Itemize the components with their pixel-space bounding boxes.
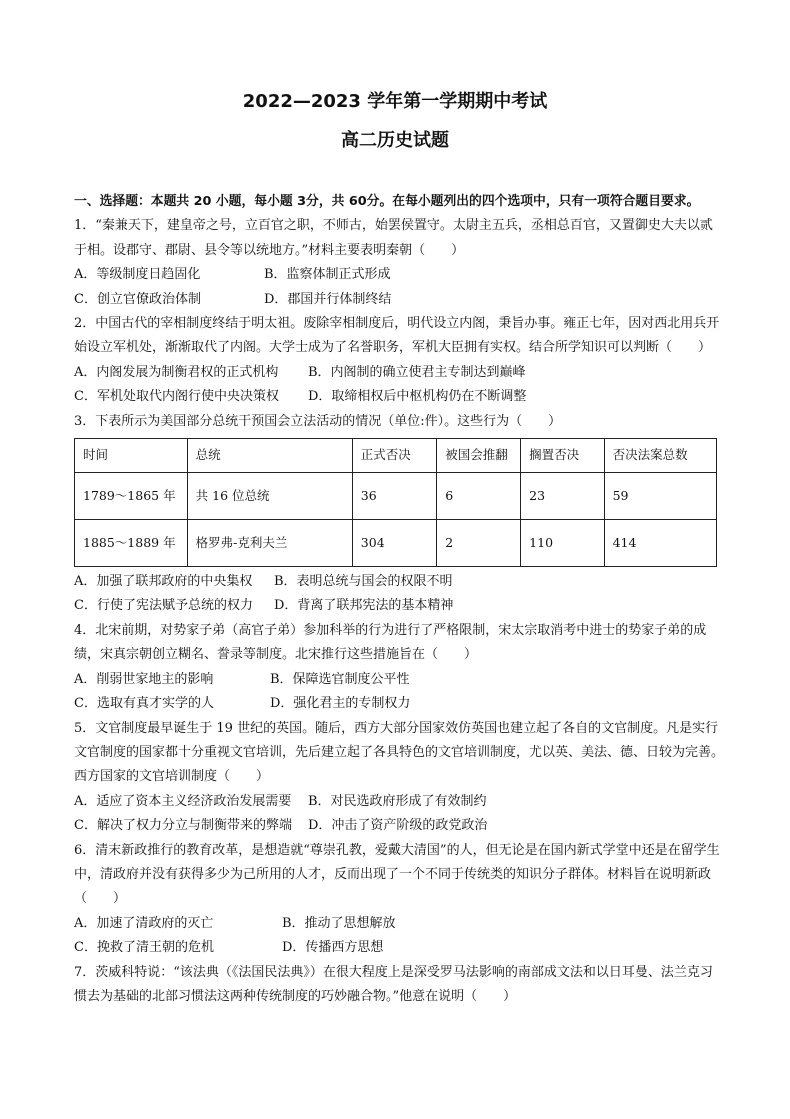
q4-option-d[interactable]: D．强化君主的专制权力 <box>270 696 411 712</box>
q1-option-b[interactable]: B．监察体制正式形成 <box>264 267 391 283</box>
q5-option-b[interactable]: B．对民选政府形成了有效制约 <box>308 793 487 809</box>
question-3-options-row-2 <box>74 594 724 618</box>
table-cell: 110 <box>521 520 604 567</box>
q4-option-c[interactable]: C．选取有真才实学的人 <box>74 696 214 712</box>
question-2-options-row-2 <box>74 385 724 409</box>
exam-content <box>74 190 724 1009</box>
question-5-stem: 5．文官制度最早诞生于 19 世纪的英国。随后，西方大部分国家效仿英国也建立起了各自的文官制度。凡是实行文官制度的国家都十分重视文官培训，先后建立起了各具特色的文官培训制度，尤以英、美法、德、日较为完善。西方国家的文官培训制度（ ） <box>74 720 725 785</box>
question-4-options-row-1 <box>74 668 724 692</box>
q6-option-c[interactable]: C．挽救了清王朝的危机 <box>74 940 214 956</box>
q2-option-a[interactable]: A．内阁发展为制衡君权的正式机构 <box>74 364 279 380</box>
q5-option-d[interactable]: D．冲击了资产阶级的政党政治 <box>308 818 488 834</box>
q4-option-b[interactable]: B．保障选官制度公平性 <box>270 671 410 687</box>
president-veto-table <box>74 438 717 567</box>
q6-option-d[interactable]: D．传播西方思想 <box>282 940 384 956</box>
table-cell: 格罗弗-克利夫兰 <box>187 520 352 567</box>
question-6-options-row-1 <box>74 912 724 936</box>
q3-option-c[interactable]: C．行使了宪法赋予总统的权力 <box>74 598 253 614</box>
question-3-options-row-1 <box>74 570 724 594</box>
table-cell: 304 <box>352 520 436 567</box>
table-cell: 2 <box>437 520 521 567</box>
table-header-cell: 时间 <box>75 439 188 473</box>
table-cell: 1789～1865 年 <box>75 473 188 520</box>
q2-option-d[interactable]: D．取缔相权后中枢机构仍在不断调整 <box>308 389 527 405</box>
table-cell: 414 <box>604 520 716 567</box>
table-cell: 共 16 位总统 <box>187 473 352 520</box>
q5-option-c[interactable]: C．解决了权力分立与制衡带来的弊端 <box>74 818 292 834</box>
q6-option-b[interactable]: B．推动了思想解放 <box>282 915 396 931</box>
q6-option-a[interactable]: A．加速了清政府的灭亡 <box>74 915 214 931</box>
table-cell: 1885～1889 年 <box>75 520 188 567</box>
q1-option-c[interactable]: C．创立官僚政治体制 <box>74 291 201 307</box>
q5-option-a[interactable]: A．适应了资本主义经济政治发展需要 <box>74 793 292 809</box>
question-6-stem: 6．清末新政推行的教育改革，是想造就“尊崇孔教，爱戴大清国”的人，但无论是在国内新式学堂中还是在留学生中，清政府并没有获得多少为己所用的人才，反而出现了一个不同于传统类的知识分子群体。材料旨在说明新政（ ） <box>74 842 720 907</box>
q1-option-d[interactable]: D．郡国并行体制终结 <box>264 291 392 307</box>
table-header-cell: 否决法案总数 <box>604 439 716 473</box>
question-6-options-row-2 <box>74 936 724 960</box>
table-cell: 23 <box>521 473 604 520</box>
question-2-options-row-1 <box>74 361 724 385</box>
question-5-options-row-2 <box>74 814 724 838</box>
question-5-options-row-1 <box>74 790 724 814</box>
table-header-cell: 被国会推翻 <box>437 439 521 473</box>
q2-option-b[interactable]: B．内阁制的确立使君主专制达到巅峰 <box>308 364 526 380</box>
question-3-stem: 3．下表所示为美国部分总统干预国会立法活动的情况（单位:件）。这些行为（ ） <box>74 413 562 429</box>
question-1-options-row-1 <box>74 263 724 287</box>
q3-option-d[interactable]: D．背离了联邦宪法的基本精神 <box>274 598 454 614</box>
q2-option-c[interactable]: C．军机处取代内阁行使中央决策权 <box>74 389 279 405</box>
table-header-cell: 总统 <box>187 439 352 473</box>
table-header-cell: 搁置否决 <box>521 439 604 473</box>
q1-option-a[interactable]: A．等级制度日趋固化 <box>74 267 201 283</box>
question-1-options-row-2 <box>74 288 724 312</box>
q3-option-b[interactable]: B．表明总统与国会的权限不明 <box>274 574 453 590</box>
question-7-stem: 7．茨威科特说：“该法典（《法国民法典》）在很大程度上是深受罗马法影响的南部成文法和以日耳曼、法兰克习惯去为基础的北部习惯法这两种传统制度的巧妙融合物。”他意在说明（ ） <box>74 964 713 1004</box>
q3-option-a[interactable]: A．加强了联邦政府的中央集权 <box>74 574 253 590</box>
table-cell: 36 <box>352 473 436 520</box>
question-2-stem: 2．中国古代的宰相制度终结于明太祖。废除宰相制度后，明代设立内阁，秉旨办事。雍正七年，因对西北用兵开始设立军机处，渐渐取代了内阁。大学士成为了名誉职务，军机大臣拥有实权。结合所学知识可以判断（ ） <box>74 316 720 356</box>
table-cell: 59 <box>604 473 716 520</box>
table-header-cell: 正式否决 <box>352 439 436 473</box>
section-heading: 一、选择题：本题共 20 小题，每小题 3分，共 60分。在每小题列出的四个选项中，只有一项符合题目要求。 <box>74 194 700 209</box>
question-4-stem: 4．北宋前期，对势家子弟（高官子弟）参加科举的行为进行了严格限制，宋太宗取消考中进士的势家子弟的成绩，宋真宗朝创立糊名、誊录等制度。北宋推行这些措施旨在（ ） <box>74 622 707 663</box>
table-row <box>75 473 717 520</box>
table-header-row <box>75 439 717 473</box>
exam-title: 2022—2023 学年第一学期期中考试 <box>242 91 548 112</box>
table-cell: 6 <box>437 473 521 520</box>
q4-option-a[interactable]: A．削弱世家地主的影响 <box>74 671 214 687</box>
table-row <box>75 520 717 567</box>
exam-subtitle: 高二历史试题 <box>341 130 449 151</box>
question-4-options-row-2 <box>74 692 724 716</box>
question-1-stem: 1．“秦兼天下，建皇帝之号，立百官之职，不师古，始罢侯置守。太尉主五兵，丞相总百官，又置御史大夫以贰于相。设郡守、郡尉、县令等以统地方。”材料主要表明秦朝（ ） <box>74 218 713 258</box>
